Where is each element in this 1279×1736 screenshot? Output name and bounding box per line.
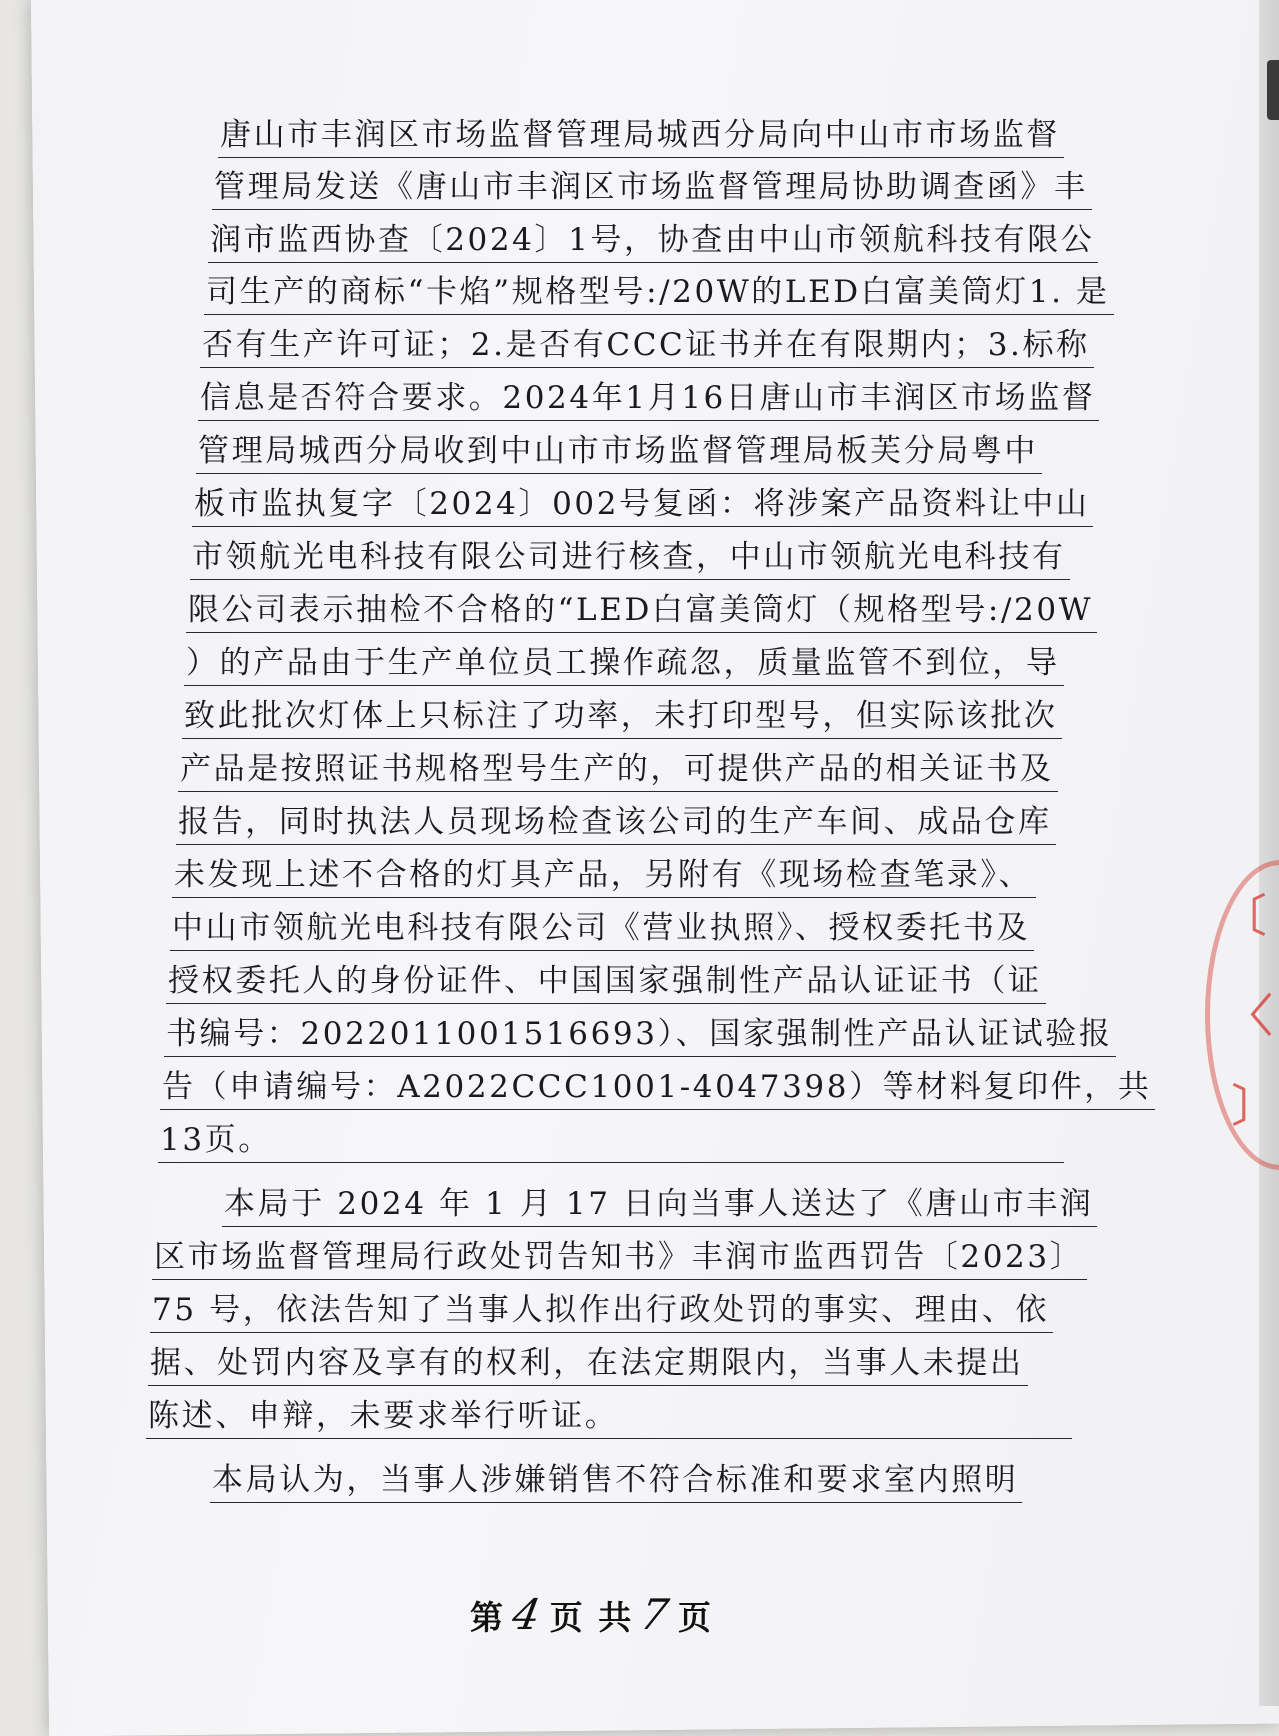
page-number: 4 [508,1590,547,1639]
footer-middle: 页 共 [549,1598,634,1637]
background-object [1267,60,1279,120]
body-line: 书编号：2022011001516693）、国家强制性产品认证试验报 [164,1014,1116,1057]
body-line: 授权委托人的身份证件、中国国家强制性产品认证证书（证 [166,961,1046,1004]
body-line: 产品是按照证书规格型号生产的，可提供产品的相关证书及 [178,749,1058,792]
body-line: 管理局城西分局收到中山市市场监督管理局板芙分局粤中 [196,431,1042,474]
body-line: 陈述、申辩，未要求举行听证。 [146,1396,1072,1439]
seal-fragment-1: 〔 [1222,891,1266,942]
body-line: 板市监执复字〔2024〕002号复函：将涉案产品资料让中山 [192,484,1093,527]
body-line: 本局认为，当事人涉嫌销售不符合标准和要求室内照明 [210,1460,1022,1503]
body-line: 市领航光电科技有限公司进行核查，中山市领航光电科技有 [190,537,1070,580]
total-pages: 7 [636,1590,675,1639]
body-line: 告（申请编号：A2022CCC1001-4047398）等材料复印件，共 [160,1067,1155,1110]
body-line: 信息是否符合要求。2024年1月16日唐山市丰润区市场监督 [198,378,1099,421]
body-line: ）的产品由于生产单位员工操作疏忽，质量监管不到位，导 [184,643,1064,686]
body-line: 致此批次灯体上只标注了功率，未打印型号，但实际该批次 [182,696,1062,739]
body-line: 司生产的商标“卡焰”规格型号:/20W的LED白富美筒灯1. 是 [204,272,1114,315]
body-line: 中山市领航光电科技有限公司《营业执照》、授权委托书及 [170,908,1034,951]
body-line: 未发现上述不合格的灯具产品，另附有《现场检查笔录》、 [172,855,1036,898]
body-line: 管理局发送《唐山市丰润区市场监督管理局协助调查函》丰 [212,167,1092,210]
footer-prefix: 第 [470,1598,505,1637]
seal-fragment-3: 〕 [1232,1081,1276,1132]
footer-suffix: 页 [677,1598,713,1637]
body-line: 限公司表示抽检不合格的“LED白富美筒灯（规格型号:/20W [186,590,1097,633]
body-line: 否有生产许可证；2.是否有CCC证书并在有限期内；3.标称 [200,325,1094,368]
background-edge [1259,0,1279,1706]
body-line: 区市场监督管理局行政处罚告知书》丰润市监西罚告〔2023〕 [152,1237,1087,1280]
body-line: 唐山市丰润区市场监督管理局城西分局向中山市市场监督 [218,115,1064,158]
seal-fragment-2: 〈 [1228,991,1272,1042]
body-line: 据、处罚内容及享有的权利，在法定期限内，当事人未提出 [148,1343,1028,1386]
body-line: 13页。 [158,1120,1064,1163]
page-footer [470,1590,713,1639]
body-line: 75 号，依法告知了当事人拟作出行政处罚的事实、理由、依 [150,1290,1053,1333]
body-line: 本局于 2024 年 1 月 17 日向当事人送达了《唐山市丰润 [222,1184,1097,1227]
body-line: 报告，同时执法人员现场检查该公司的生产车间、成品仓库 [176,802,1056,845]
body-line: 润市监西协查〔2024〕1号，协查由中山市领航科技有限公 [208,220,1098,263]
